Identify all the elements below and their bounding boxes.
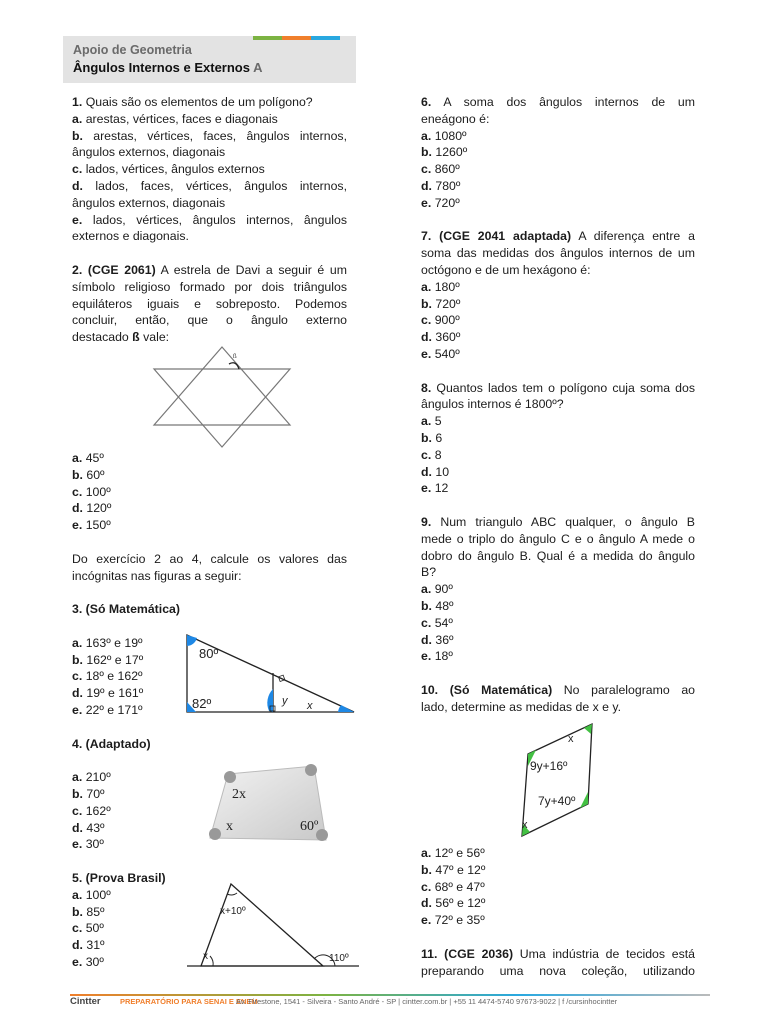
question-11: 11. (CGE 2036) Uma indústria de tecidos está preparando uma nova coleção, utilizando	[421, 946, 696, 978]
svg-text:x+10º: x+10º	[220, 906, 246, 917]
question-8: 8. Quantos lados tem o polígono cuja soma dos ângulos internos é 1800º? a. 5 b. 6 c. 8 d. 10 e. 12	[421, 380, 695, 496]
question-3-options: a. 163º e 19º b. 162º e 17º c. 18º e 162º d. 19º e 161º e. 22º e 171º	[72, 635, 144, 717]
svg-text:x: x	[307, 700, 313, 712]
left-column	[72, 94, 347, 346]
question-5-triangle-figure	[183, 880, 361, 970]
question-2-options: a. 45º b. 60º c. 100º d. 120º e. 150º	[72, 451, 112, 533]
instructions: Do exercício 2 ao 4, calcule os valores das incógnitas nas figuras a seguir:	[72, 551, 347, 583]
question-6: 6. A soma dos ângulos internos de um eneágono é: a. 1080º b. 1260º c. 860º d. 780º e. 720º	[421, 95, 695, 210]
question-10-parallelogram-figure	[516, 720, 596, 840]
right-column-2	[421, 845, 695, 979]
footer-tagline: PREPARATÓRIO PARA SENAI E ENEM	[120, 997, 258, 1006]
question-9: 9. Num triangulo ABC qualquer, o ângulo B mede o triplo do ângulo C e o ângulo A mede o dobro do ângulo B. Qual é a medida do ângulo B? a. 90º b. 48º c. 54º d. 36º e. 18º	[421, 514, 695, 664]
svg-text:9y+16º: 9y+16º	[530, 759, 568, 773]
header-title: Ângulos Internos e Externos A	[73, 60, 263, 75]
question-5: 5. (Prova Brasil) a. 100º b. 85º c. 50º d. 31º e. 30º	[72, 870, 166, 969]
svg-text:7y+40º: 7y+40º	[538, 794, 576, 808]
cintter-logo: Cintter	[70, 996, 101, 1007]
footer-address: Av. Firestone, 1541 - Silveira - Santo André - SP | cintter.com.br | +55 11 4474-5740 97673-9022 | f /cursinhocintter	[236, 997, 618, 1006]
question-7: 7. (CGE 2041 adaptada) A diferença entre a soma das medidas dos ângulos internos de um octógono e de um hexágono é: a. 180º b. 720º c. 900º d. 360º e. 540º	[421, 229, 695, 361]
svg-text:82º: 82º	[192, 696, 212, 711]
svg-text:y: y	[282, 695, 288, 707]
svg-text:x: x	[203, 951, 208, 962]
star-of-david-figure	[150, 344, 295, 452]
svg-text:x: x	[568, 733, 574, 745]
svg-text:x: x	[226, 819, 233, 834]
beta-label: ß	[233, 354, 237, 360]
right-column	[421, 94, 695, 715]
question-3-title: 3. (Só Matemática)	[72, 602, 180, 617]
svg-text:80º: 80º	[199, 646, 219, 661]
question-4-quadrilateral-figure	[206, 763, 332, 845]
header-color-bars	[253, 36, 340, 40]
question-2: 2. (CGE 2061) A estrela de Davi a seguir é um símbolo religioso formado por dois triângulos equiláteros iguais e sobreposto. Podemos concluir, então, que o ângulo externo destacado ß vale:	[72, 262, 347, 345]
beta-angle-arc	[229, 363, 239, 369]
question-10-options: a. 12º e 56º b. 47º e 12º c. 68º e 47º d. 56º e 12º e. 72º e 35º	[421, 846, 486, 928]
question-1: 1. Quais são os elementos de um polígono? a. arestas, vértices, faces e diagonais b. arestas, vértices, faces, ângulos internos, ângulos externos, diagonais c. lados, vértices, ângulos externos d. lados, faces, vértices, ângulos internos, ângulos externos, diagonais e. lados, vértices, ângulos internos, ângulos externos e diagonais.	[72, 95, 348, 244]
svg-text:x: x	[522, 819, 528, 831]
svg-text:60º: 60º	[300, 819, 319, 834]
svg-text:110º: 110º	[329, 953, 349, 964]
svg-text:2x: 2x	[232, 787, 246, 802]
page-header	[63, 36, 356, 83]
page-footer	[70, 990, 710, 1014]
question-4-title: 4. (Adaptado)	[72, 736, 151, 751]
question-3-triangle-figure	[183, 632, 358, 717]
question-10: 10. (Só Matemática) No paralelogramo ao lado, determine as medidas de x e y.	[421, 682, 696, 714]
header-subtitle: Apoio de Geometria	[73, 43, 192, 57]
question-4-options: a. 210º b. 70º c. 162º d. 43º e. 30º	[72, 770, 111, 852]
